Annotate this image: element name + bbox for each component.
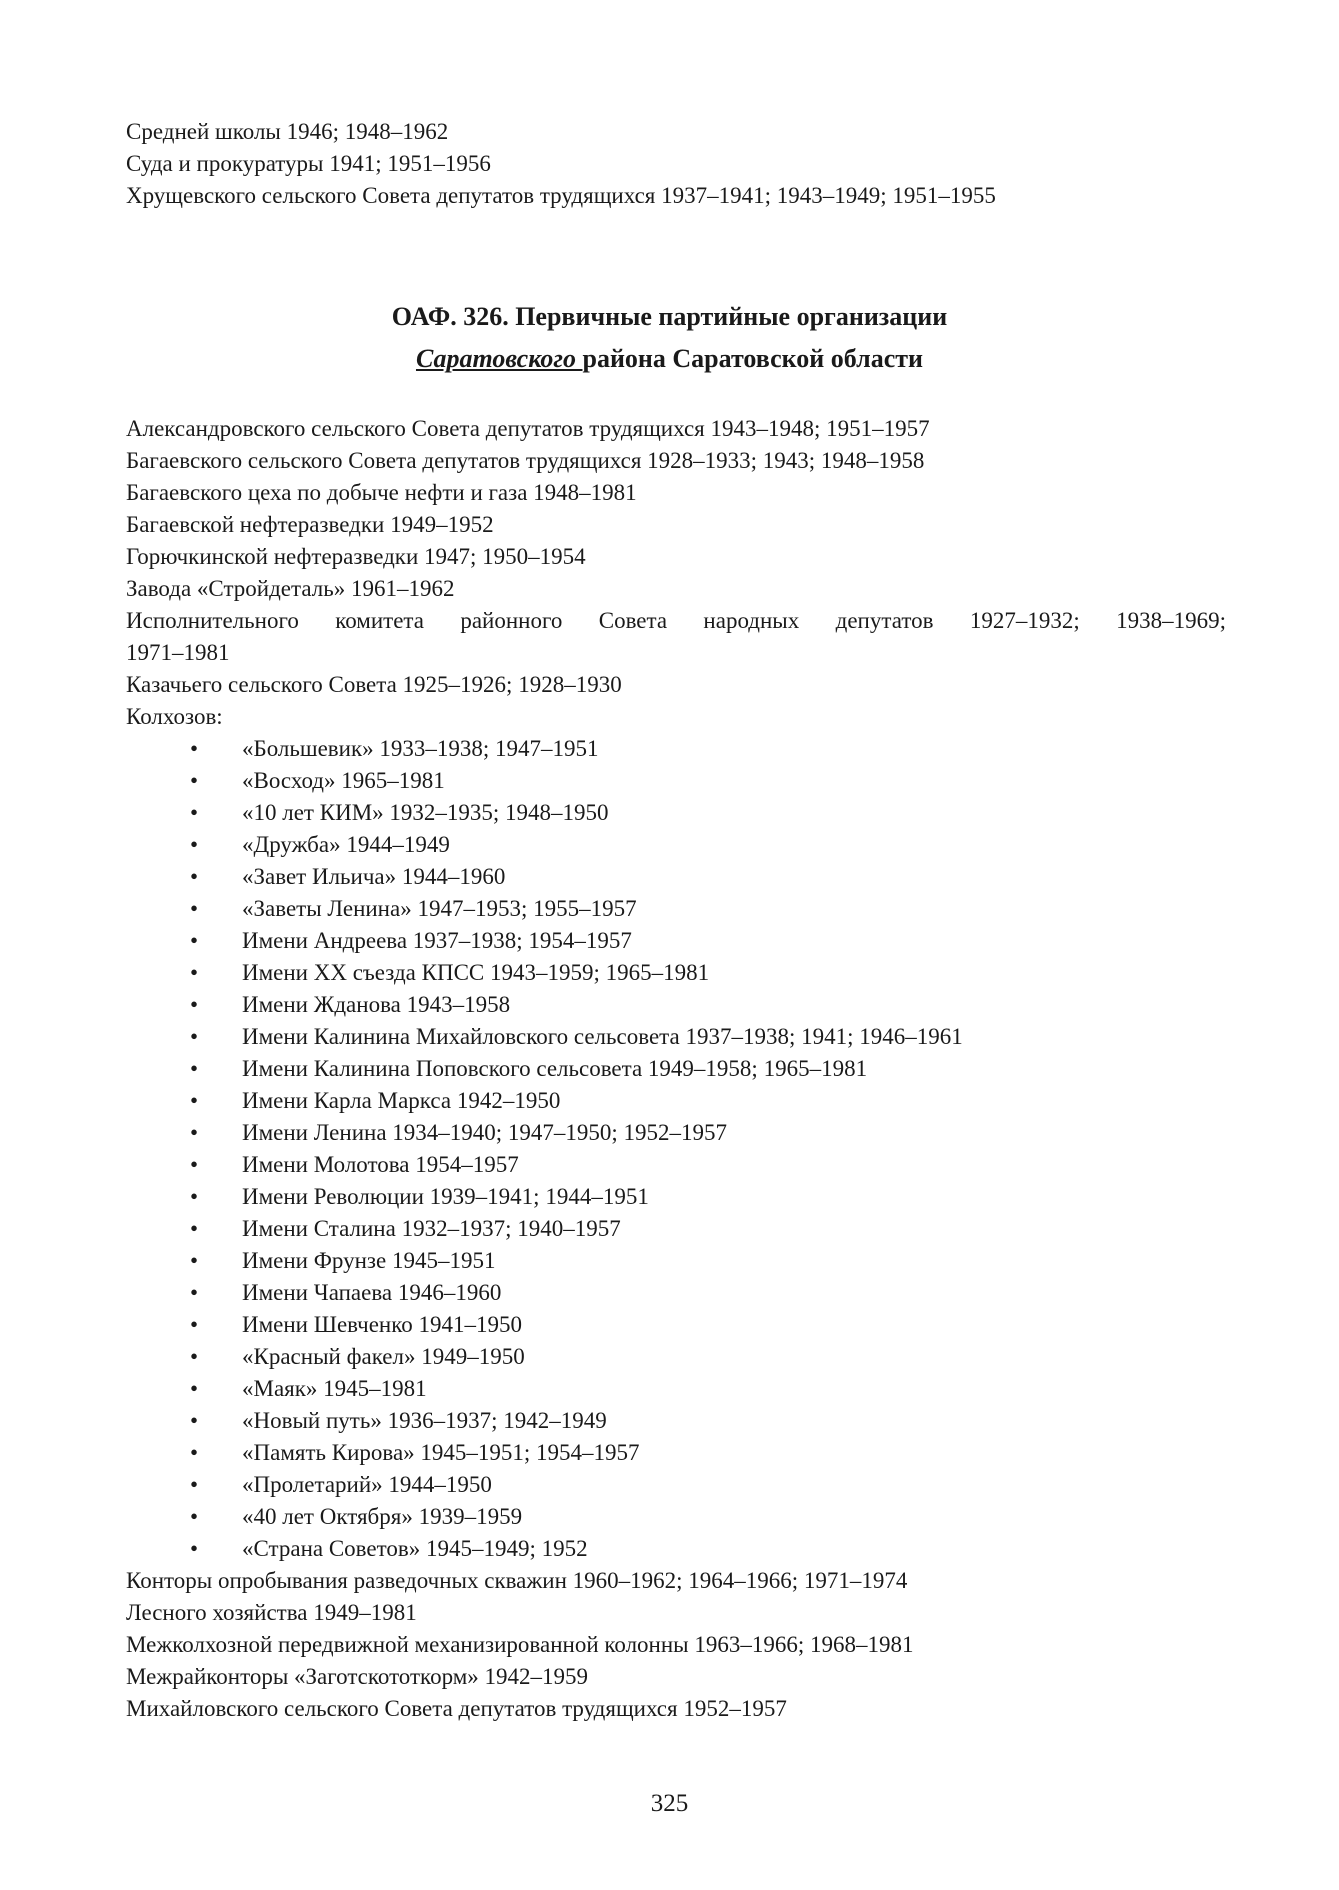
heading-region: района Саратовской области (582, 344, 923, 373)
list-item: • «40 лет Октября» 1939–1959 (126, 1501, 1226, 1533)
bullet-icon: • (190, 1056, 199, 1081)
list-item: • Имени Калинина Поповского сельсовета 1949–1958; 1965–1981 (126, 1053, 1226, 1085)
bullet-icon: • (190, 768, 199, 793)
bullet-icon: • (190, 1344, 199, 1369)
entry-line: Средней школы 1946; 1948–1962 (126, 119, 449, 144)
entry-line: Александровского сельского Совета депутатов трудящихся 1943–1948; 1951–1957 (126, 416, 930, 441)
page-number: 325 (650, 1790, 689, 1817)
entry-line: Горючкинской нефтеразведки 1947; 1950–1954 (126, 544, 586, 569)
list-item: • Имени Андреева 1937–1938; 1954–1957 (126, 925, 1226, 957)
list-item: • Имени Молотова 1954–1957 (126, 1149, 1226, 1181)
section-heading (0, 296, 1339, 380)
kolkhoz-list (126, 733, 1226, 1565)
entry-line: Багаевской нефтеразведки 1949–1952 (126, 512, 494, 537)
bullet-icon: • (190, 960, 199, 985)
list-item: • Имени Фрунзе 1945–1951 (126, 1245, 1226, 1277)
list-item: • «Большевик» 1933–1938; 1947–1951 (126, 733, 1226, 765)
list-item: • Имени Сталина 1932–1937; 1940–1957 (126, 1213, 1226, 1245)
bullet-icon: • (190, 832, 199, 857)
list-item: • «Заветы Ленина» 1947–1953; 1955–1957 (126, 893, 1226, 925)
bullet-icon: • (190, 1248, 199, 1273)
entry-line: Хрущевского сельского Совета депутатов трудящихся 1937–1941; 1943–1949; 1951–1955 (126, 183, 996, 208)
bullet-icon: • (190, 1312, 199, 1337)
bullet-icon: • (190, 736, 199, 761)
bullet-icon: • (190, 928, 199, 953)
list-item: • Имени Шевченко 1941–1950 (126, 1309, 1226, 1341)
entry-line: Багаевского цеха по добыче нефти и газа 1948–1981 (126, 480, 637, 505)
list-item: • «Красный факел» 1949–1950 (126, 1341, 1226, 1373)
entry-line: Конторы опробывания разведочных скважин 1960–1962; 1964–1966; 1971–1974 (126, 1568, 908, 1593)
list-item: • «Новый путь» 1936–1937; 1942–1949 (126, 1405, 1226, 1437)
bullet-icon: • (190, 1120, 199, 1145)
bullet-icon: • (190, 864, 199, 889)
heading-district-name: Саратовского (415, 344, 583, 373)
bullet-icon: • (190, 1152, 199, 1177)
continued-entries (126, 116, 1226, 212)
list-item: • Имени Жданова 1943–1958 (126, 989, 1226, 1021)
list-item: • «Пролетарий» 1944–1950 (126, 1469, 1226, 1501)
entry-line: Михайловского сельского Совета депутатов трудящихся 1952–1957 (126, 1696, 787, 1721)
bullet-icon: • (190, 1440, 199, 1465)
entry-line: Завода «Стройдеталь» 1961–1962 (126, 576, 455, 601)
list-item: • «Память Кирова» 1945–1951; 1954–1957 (126, 1437, 1226, 1469)
entry-line: Казачьего сельского Совета 1925–1926; 1928–1930 (126, 672, 622, 697)
list-item: • Имени Карла Маркса 1942–1950 (126, 1085, 1226, 1117)
list-item: • «Восход» 1965–1981 (126, 765, 1226, 797)
bullet-icon: • (190, 1376, 199, 1401)
kolkhoz-list-label: Колхозов: (126, 704, 223, 729)
heading-line-1: ОАФ. 326. Первичные партийные организации (391, 302, 948, 331)
entry-line: Багаевского сельского Совета депутатов трудящихся 1928–1933; 1943; 1948–1958 (126, 448, 925, 473)
list-item: • «Маяк» 1945–1981 (126, 1373, 1226, 1405)
list-item: • Имени Ленина 1934–1940; 1947–1950; 1952–1957 (126, 1117, 1226, 1149)
list-item: • «10 лет КИМ» 1932–1935; 1948–1950 (126, 797, 1226, 829)
bullet-icon: • (190, 1504, 199, 1529)
list-item: • Имени Чапаева 1946–1960 (126, 1277, 1226, 1309)
entry-line: Лесного хозяйства 1949–1981 (126, 1600, 417, 1625)
bullet-icon: • (190, 1472, 199, 1497)
bullet-icon: • (190, 1216, 199, 1241)
bullet-icon: • (190, 1408, 199, 1433)
heading-line-2 (0, 338, 1339, 380)
list-item: • Имени Калинина Михайловского сельсовета 1937–1938; 1941; 1946–1961 (126, 1021, 1226, 1053)
entry-line: Межрайконторы «Заготскототкорм» 1942–1959 (126, 1664, 589, 1689)
list-item: • Имени Революции 1939–1941; 1944–1951 (126, 1181, 1226, 1213)
bullet-icon: • (190, 1088, 199, 1113)
bullet-icon: • (190, 896, 199, 921)
bullet-icon: • (190, 800, 199, 825)
list-item: • «Страна Советов» 1945–1949; 1952 (126, 1533, 1226, 1565)
bullet-icon: • (190, 992, 199, 1017)
bullet-icon: • (190, 1024, 199, 1049)
list-item: • Имени XX съезда КПСС 1943–1959; 1965–1981 (126, 957, 1226, 989)
list-item: • «Дружба» 1944–1949 (126, 829, 1226, 861)
entry-line-executive-cont: 1971–1981 (126, 640, 230, 665)
entry-line: Межколхозной передвижной механизированной колонны 1963–1966; 1968–1981 (126, 1632, 914, 1657)
organization-list (126, 413, 1226, 1725)
entry-line: Суда и прокуратуры 1941; 1951–1956 (126, 151, 491, 176)
bullet-icon: • (190, 1536, 199, 1561)
bullet-icon: • (190, 1184, 199, 1209)
list-item: • «Завет Ильича» 1944–1960 (126, 861, 1226, 893)
entry-line-executive: Исполнительного комитета районного Совета народных депутатов 1927–1932; 1938–1969; (126, 608, 1226, 633)
bullet-icon: • (190, 1280, 199, 1305)
